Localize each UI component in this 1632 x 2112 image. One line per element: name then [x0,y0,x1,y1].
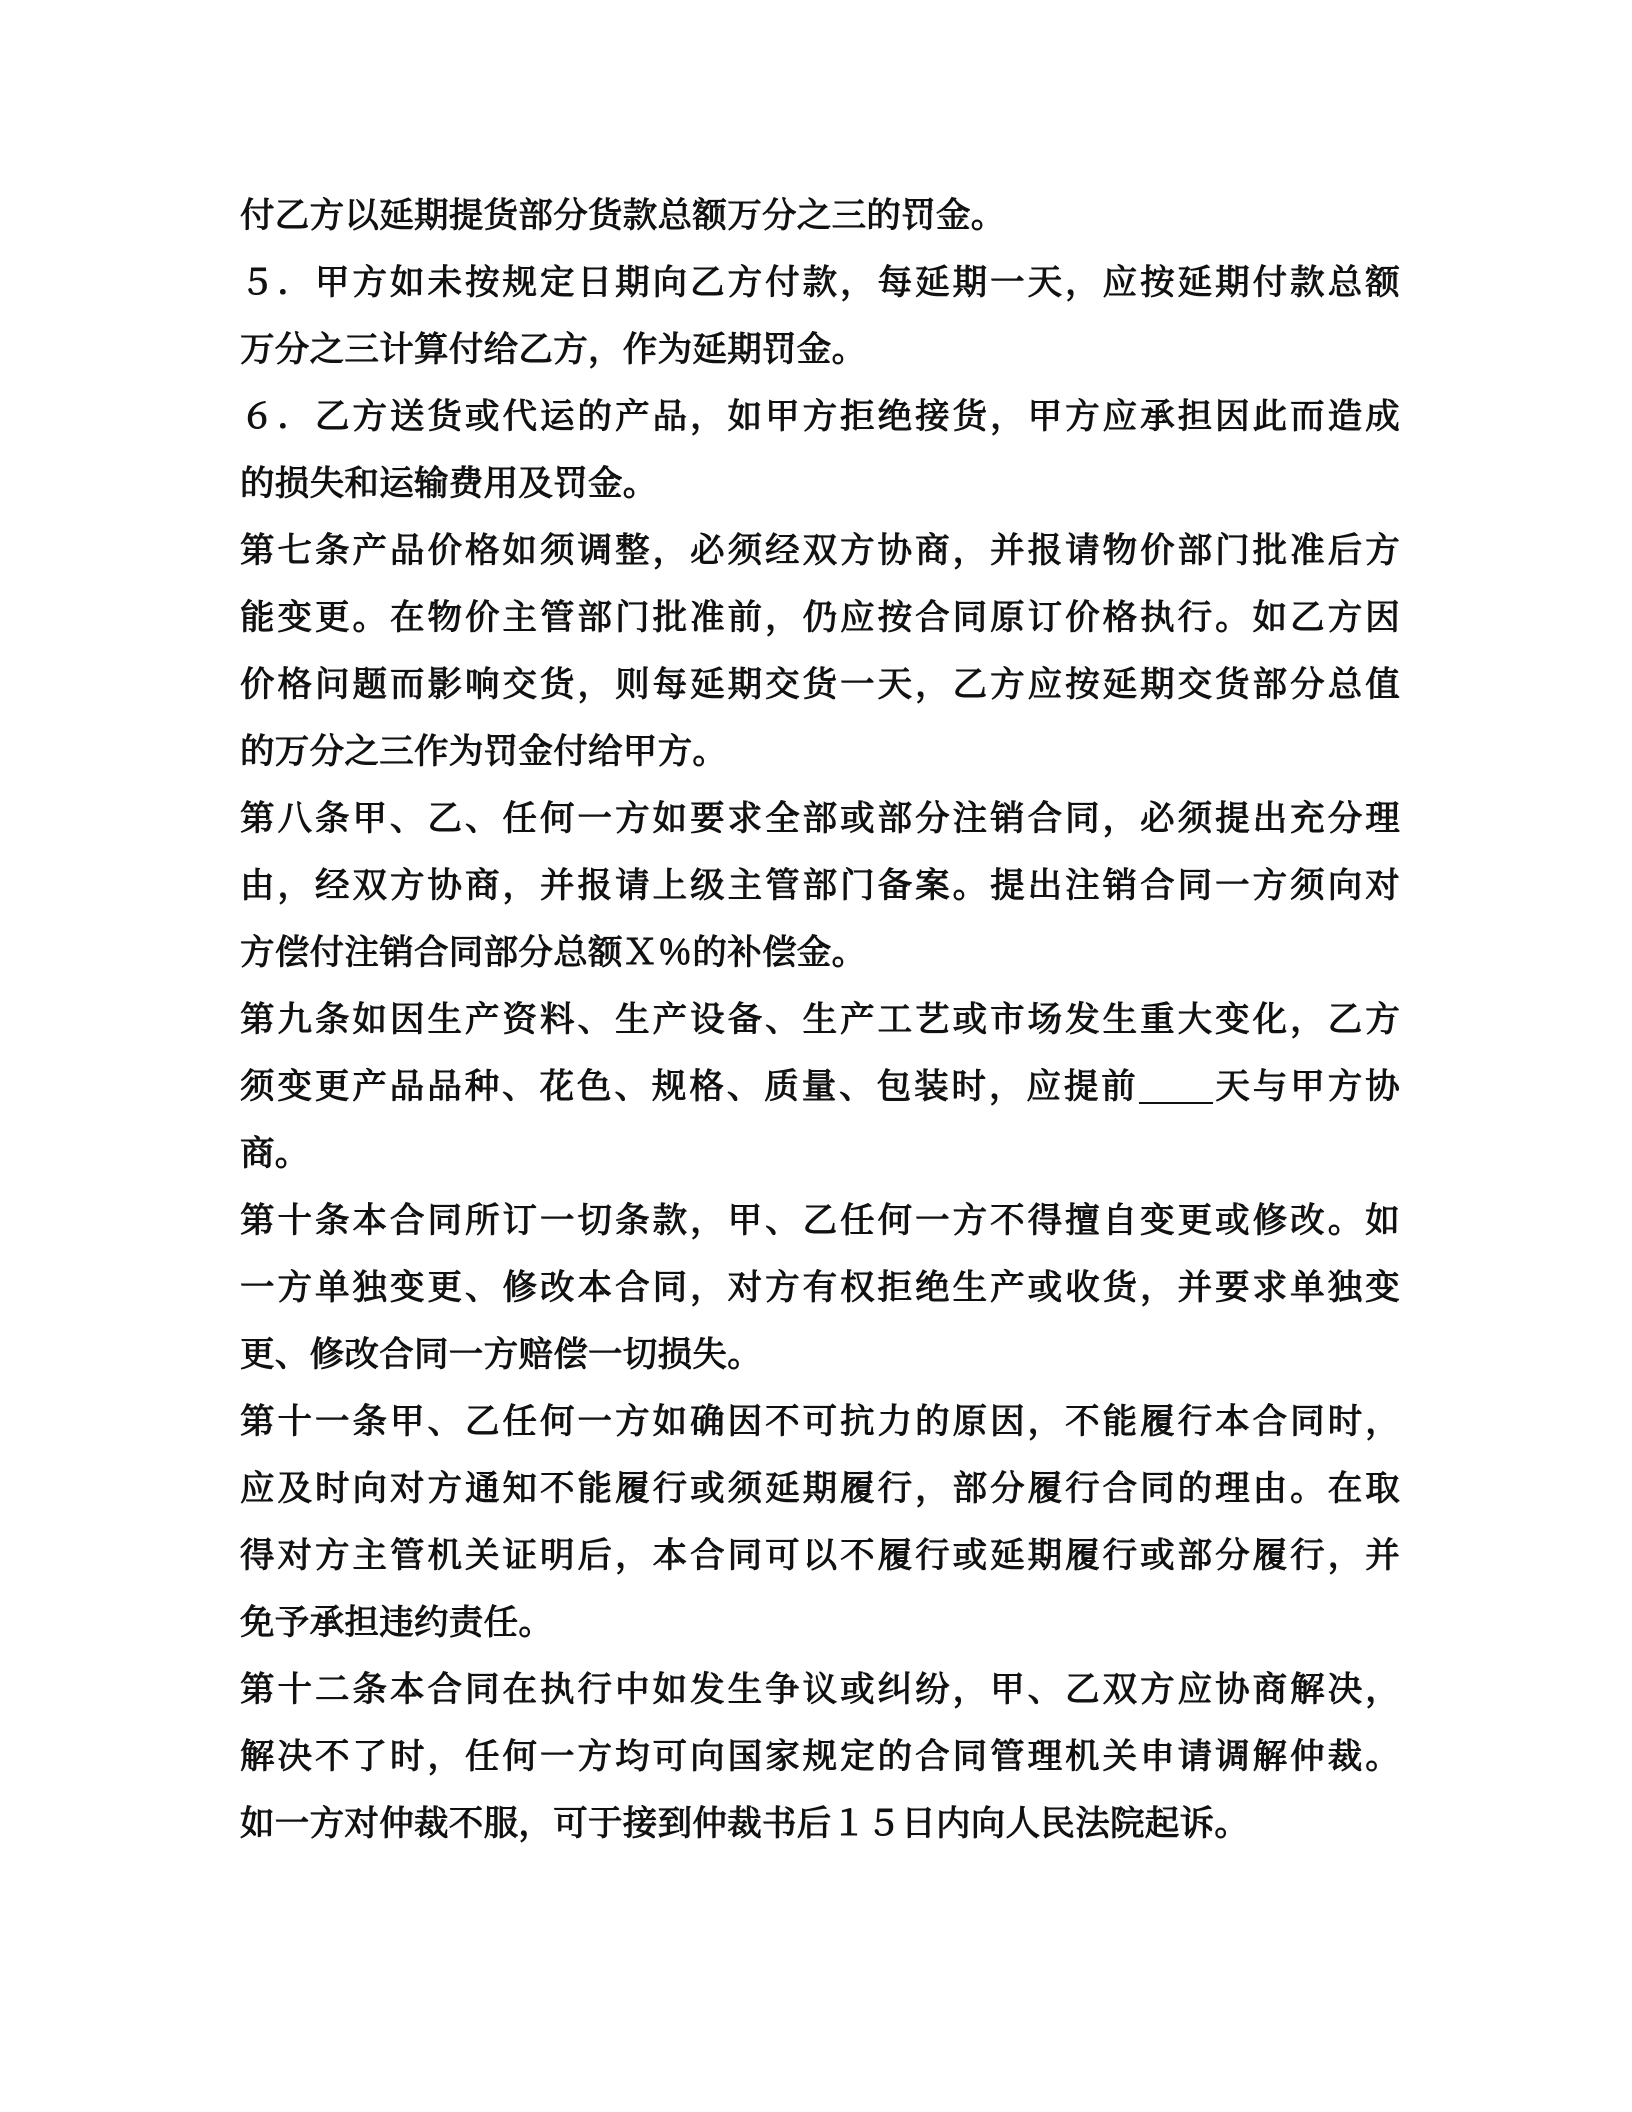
text-line: 更、修改合同一方赔偿一切损失。 [240,1335,762,1375]
paragraph-article-11 [240,1389,1400,1657]
text-line: 的损失和运输费用及罚金。 [240,464,658,504]
paragraph-clause-5 [240,250,1400,384]
text-line: 得对方主管机关证明后，本合同可以不履行或延期履行或部分履行，并 [240,1536,1400,1576]
text-line: 方偿付注销合同部分总额Ｘ％的补偿金。 [240,933,867,973]
paragraph-article-7 [240,518,1400,786]
text-line: 商。 [240,1134,310,1174]
text-line: 付乙方以延期提货部分货款总额万分之三的罚金。 [240,196,1006,236]
paragraph-article-12 [240,1657,1400,1858]
text-line: 第九条如因生产资料、生产设备、生产工艺或市场发生重大变化，乙方 [240,1000,1400,1040]
text-line: 一方单独变更、修改本合同，对方有权拒绝生产或收货，并要求单独变 [240,1268,1400,1308]
text-line: 第十二条本合同在执行中如发生争议或纠纷，甲、乙双方应协商解决， [240,1670,1400,1710]
text-line: 价格问题而影响交货，则每延期交货一天，乙方应按延期交货部分总值 [240,665,1400,705]
text-before-blank: 须变更产品品种、花色、规格、质量、包装时，应提前 [240,1067,1139,1107]
text-line: 第八条甲、乙、任何一方如要求全部或部分注销合同，必须提出充分理 [240,799,1400,839]
text-line: 解决不了时，任何一方均可向国家规定的合同管理机关申请调解仲裁。 [240,1737,1400,1777]
text-line: 应及时向对方通知不能履行或须延期履行，部分履行合同的理由。在取 [240,1469,1400,1509]
paragraph-clause-6 [240,384,1400,518]
paragraph-article-8 [240,786,1400,987]
text-line: 第七条产品价格如须调整，必须经双方协商，并报请物价部门批准后方 [240,531,1400,571]
paragraph-penalty-continued [240,183,1400,250]
text-line: 第十条本合同所订一切条款，甲、乙任何一方不得擅自变更或修改。如 [240,1201,1400,1241]
paragraph-article-10 [240,1188,1400,1389]
text-after-blank: 天与甲方协 [1212,1067,1401,1107]
text-line: 如一方对仲裁不服，可于接到仲裁书后１５日内向人民法院起诉。 [240,1804,1250,1844]
paragraph-article-9 [240,987,1400,1188]
text-line: 的万分之三作为罚金付给甲方。 [240,732,728,772]
text-line: ５．甲方如未按规定日期向乙方付款，每延期一天，应按延期付款总额 [240,263,1400,303]
text-line: 免予承担违约责任。 [240,1603,554,1643]
fill-in-blank-field [1139,1072,1213,1104]
document-page [240,183,1400,1858]
text-line-with-blank [240,1054,1400,1121]
text-line: 第十一条甲、乙任何一方如确因不可抗力的原因，不能履行本合同时， [240,1402,1400,1442]
text-line: ６．乙方送货或代运的产品，如甲方拒绝接货，甲方应承担因此而造成 [240,397,1400,437]
text-line: 能变更。在物价主管部门批准前，仍应按合同原订价格执行。如乙方因 [240,598,1400,638]
text-line: 万分之三计算付给乙方，作为延期罚金。 [240,330,867,370]
text-line: 由，经双方协商，并报请上级主管部门备案。提出注销合同一方须向对 [240,866,1400,906]
